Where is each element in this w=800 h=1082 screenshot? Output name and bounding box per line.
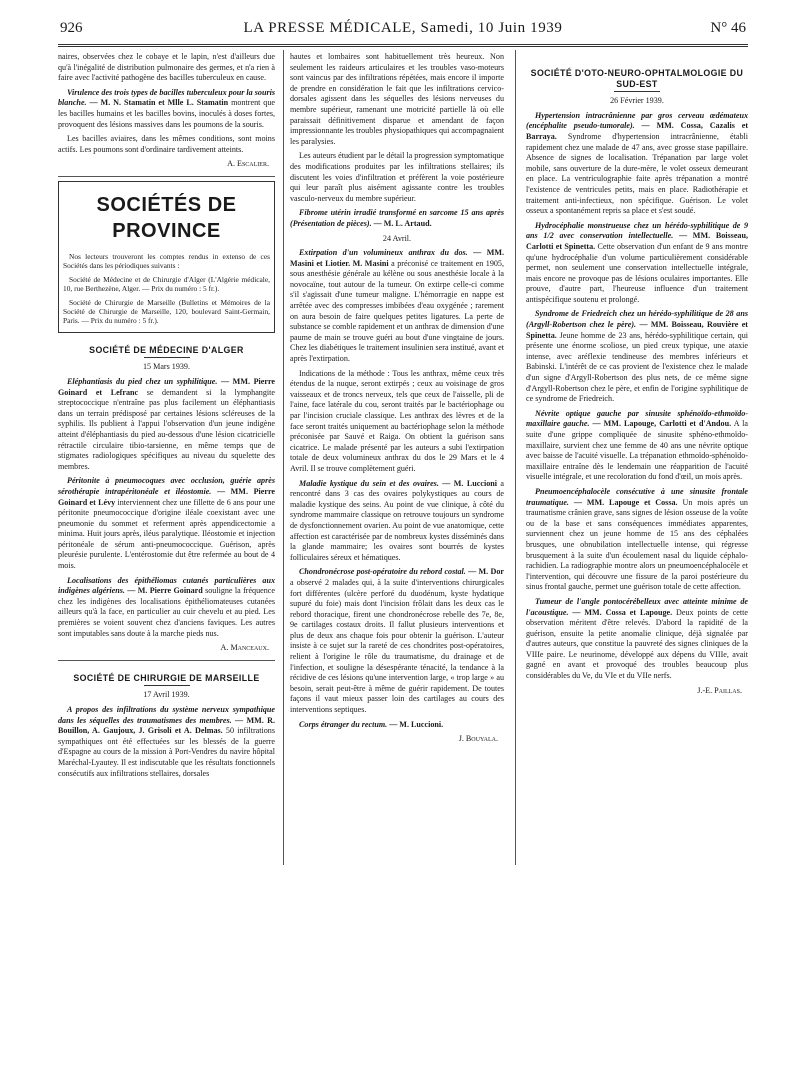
society-title: SOCIÉTÉ D'OTO-NEURO-OPHTALMOLOGIE DU SUD-EST — [530, 68, 744, 89]
article-authors: — MM. Lapouge et Cossa. — [573, 497, 678, 507]
paragraph: Les auteurs étudient par le détail la progression symptomatique des modifications produites par les infiltrations stellaires; ils discutent les voies d'infiltration et préfèrent la voie postérieure qui leur paraît plus aisément agissante contre les troubles vasculo-nerveux du membre supérieur. — [290, 151, 504, 203]
society-title: SOCIÉTÉ DE MÉDECINE D'ALGER — [89, 344, 244, 355]
article-authors: — M. Luccioni — [442, 478, 497, 488]
article-authors: — M. Pierre Goinard — [127, 586, 203, 596]
article-text: se demandent si la lymphangite streptococcique n'entraîne pas plus facilement un éléphantiasis dans un terrain prédisposé par certaines lésions scléreuses de la syphilis. Ils publient à l'appui l'observation d'un jeune indigène atteint d'éléphantiasis du pied au-dessous d'une lésion cicatricielle rétractile circulaire tibio-tarsienne, en même temps que de stigmates radiologiques spécifiques au niveau du squelette des membres. — [58, 387, 275, 471]
article-title: Pneumoencéphalocèle consécutive à une sinusite frontale traumatique. — [526, 486, 748, 507]
signature: A. Manceaux. — [220, 643, 269, 653]
article-text: interviennent chez une fillette de 6 ans pour une péritonite pneumococcique d'origine iléale coexistant avec une pneumonie du sommet et referment après appendicectomie a minima. Huit jours après, iléus paralytique. Iléostomie et injection péritonéale de sérum anti-pneumococcique. Guérison, après pleurésie purulente. L'entérostomie dut être refermée au bout de 4 mois. — [58, 497, 275, 571]
article — [58, 476, 275, 571]
article-title: A propos des infiltrations du système nerveux sympathique dans les séquelles des traumatismes des membres. — [58, 705, 275, 725]
signature: J. Bouyala. — [458, 734, 498, 744]
article — [526, 221, 748, 306]
paragraph: naires, observées chez le cobaye et le lapin, n'est d'ailleurs due qu'à l'inégalité de distribution pulmonaire des germes, et n'a rien à faire avec l'activité pathogène des bacilles tuberculeux en cause. — [58, 52, 275, 83]
article-authors: — MM. Pierre Goinard et Lefranc — [58, 376, 275, 397]
article — [58, 576, 275, 640]
article-title: Fibrome utérin irradié transformé en sarcome 15 ans après (Présentation de pièces). — [290, 208, 504, 228]
article-authors: — MM. Boisseau, Carlotti et Spinetta. — [526, 231, 748, 251]
article — [290, 208, 504, 229]
article-authors: — M. L. Artaud. — [373, 218, 432, 228]
article-text: a préconisé ce traitement en 1905, sous anesthésie générale au kélène ou sous anesthésie locale à la novocaïne, tout autour de la tumeur. On extirpe celle-ci comme s'il s'agissait d'une tumeur maligne. L'hémorragie en nappe est arrêtée avec des compresses imbibées d'eau oxygénée ; rarement on aura besoin de faire quelques petites ligatures. La perte de substance se comble rapidement et un anthrax de dimension d'une paume de main se trouve guéri au bout d'une vingtaine de jours. Chez les diabétiques le traitement insulinien sera institué, avant et après l'extirpation. — [290, 258, 504, 364]
section-rule — [144, 685, 190, 686]
article-authors: — MM. Lapouge, Carlotti et d'Andou. — [592, 419, 732, 429]
article-text: Deux points de cette observation méritent d'être relevés. D'abord la rapidité de la guérison, ensuite la petite anomalie clinique, déjà signalée par d'autres auteurs, que constitue la pauvreté des signes cliniques de la VIIIe paire. Le neurinome, développé aux dépens du VIIIe, avait gagné en avant et provoqué des troubles beaucoup plus considérables du Ve, du VIe et du VIIe nerfs. — [526, 607, 748, 681]
article-text: souligne la fréquence chez les indigènes des localisations épithéliomateuses cutanées ailleurs qu'à la face, en particulier au cuir chevelu et au pied. Les premières se voient souvent chez d'anciens faviques. Les autres sont imputables sans doute à la marche pieds nus. — [58, 586, 275, 638]
signature: J.-E. Paillas. — [697, 685, 742, 695]
article-title: Hydrocéphalie monstrueuse chez un hérédo-syphilitique de 9 ans 1/2 avec conservation intellectuelle. — [526, 220, 748, 241]
page-header — [58, 20, 748, 42]
session-date: 24 Avril. — [382, 233, 412, 243]
page-number: 926 — [60, 20, 83, 36]
article-authors: — MM. Cossa et Lapouge. — [572, 607, 673, 617]
article-title: Péritonite à pneumocoques avec occlusion, guérie après sérothérapie intrapéritonéale et iléostomie. — [58, 476, 275, 496]
article-text: A la suite d'une grippe compliquée de sinusite sphéno-ethmoïdo-maxillaire, survient chez une femme de 40 ans une névrite optique avec baisse de l'acuité visuelle. La trépanation ethmoïdo-sphénoïdo-maxillaire entraîne dès le lendemain une réapparition de l'acuité visuelle intégrale, et une recoloration du fond d'œil, un mois après. — [526, 419, 748, 482]
article-title: Syndrome de Friedreich chez un hérédo-syphilitique de 28 ans (Argyll-Robertson chez le père). — [526, 309, 748, 330]
article — [58, 705, 275, 779]
article-title: Corps étranger du rectum. — [299, 719, 388, 729]
issue-number: N° 46 — [710, 20, 746, 36]
section-rule — [58, 660, 275, 661]
provinces-box — [58, 181, 275, 333]
notes-ref: Société de Médecine et de Chirurgie d'Alger (L'Algérie médicale, 10, rue Berthezène, Alger. — Prix du numéro : 5 fr.). — [63, 274, 270, 294]
article — [290, 248, 504, 365]
header-rule — [58, 44, 748, 45]
signature: A. Escalier. — [227, 159, 269, 169]
article-text: 50 infiltrations sympathiques ont été effectuées sur les blessés de la guerre d'Espagne au cours de la mission à Port-Vendres du navire hôpital Maréchal-Lyautey. Il est indiscutable que les résultats fonctionnels consécutifs aux infiltrations stellaires, dorsales — [58, 726, 275, 778]
article — [526, 487, 748, 593]
article-title: Extirpation d'un volumineux anthrax du dos. — [299, 248, 468, 258]
article-title: Localisations des épithéliomas cutanés particulières aux indigènes algériens. — [58, 575, 275, 596]
article-text: montrent que les bacilles humains et les bacilles bovins, inoculés à doses fortes, provoquent des lésions massives dans les poumons de la souris. — [58, 98, 275, 129]
session-date: 15 Mars 1939. — [143, 362, 190, 372]
article-text: Syndrome d'hypertension intracrânienne, établi rapidement chez une malade de 47 ans, avec grosse stase papillaire. Absence de signes de localisation. Trépanation par large volet mobile, sans ouverture de la dure-mère, le volet osseux demeurant en place. La ventriculographie faite après trépanation a montré l'existence de ventricules petits, mais en place. Radiothérapie et traitement anti-infectieux, non spécifique. Guérison. Le volet osseux a spontanément repris sa place et s'est soudé. — [526, 131, 748, 216]
session-date: 17 Avril 1939. — [143, 690, 190, 700]
header-rule-double — [58, 46, 748, 47]
column-divider — [283, 50, 284, 865]
article-authors: — MM. R. Bouillon, A. Gaujoux, J. Grisoli et A. Delmas. — [58, 715, 275, 736]
article — [526, 409, 748, 483]
column-1 — [58, 52, 275, 882]
article-title: Maladie kystique du sein et des ovaires. — [299, 478, 439, 488]
article-title: Tumeur de l'angle pontocérébelleux avec atteinte minime de l'acoustique. — [526, 596, 748, 617]
article — [526, 309, 748, 404]
notes-ref: Société de Chirurgie de Marseille (Bulletins et Mémoires de la Société de Chirurgie de Marseille, 120, boulevard Saint-Germain, Paris. — Prix du numéro : 5 fr.). — [63, 297, 270, 326]
paragraph: Les bacilles aviaires, dans les mêmes conditions, sont moins actifs. Les poumons sont d'ordinaire tardivement atteints. — [58, 134, 275, 154]
paragraph: Indications de la méthode : Tous les anthrax, même ceux très étendus de la nuque, seront extirpés ; ceux au voisinage de gros vaisseaux et de troncs nerveux, tels que ceux de l'aisselle, pli de l'aine, face latérale du cou, seront traités par le bactériophage ou par l'incision cruciale classique. Les anthrax des lèvres et de la face seront traités uniquement au bactériophage selon la méthode préconisée par Sauvé et Raiga. On obtient la guérison sans cicatrice. Le malade présenté par les auteurs a subi l'extirpation totale de deux volumineux anthrax du dos le 29 Mars et le 4 Avril. Il se trouve complètement guéri. — [290, 368, 504, 473]
article-text: a observé 2 malades qui, à la suite d'interventions chirurgicales fort différentes (ulcère perforé du duodénum, kyste hydatique supuré du foie) mais dont l'incision frôlait dans les deux cas le rebord thoracique, firent une chondronécrose rebelle des 7e, 8e, 9e cartilages costaux droits. Il fallut plusieurs interventions et plus de deux ans chaque fois pour obtenir la guérison. L'auteur insiste à ce sujet sur la rareté de ces chondrites post-opératoires, relient à l'origine le rôle du traumatisme, du drainage et de l'infection, et souligne la désespérante ténacité, la tendance à la récidive de ces lésions qu'une intervention large, « trop large » au besoin, serait peut-être à même de guérir rapidement. De toutes façons il vaut mieux passer loin des cartilages au cours des interventions septiques. — [290, 577, 504, 715]
article-authors: — MM. Masini et Liotier. M. Masini — [290, 248, 504, 268]
article-authors: — M. Dor — [468, 567, 504, 577]
article-title: Chondronécrose post-opératoire du rebord costal. — [299, 567, 466, 577]
section-rule — [614, 91, 660, 92]
article-authors: — MM. Cossa, Cazalis et Barraya. — [526, 121, 748, 141]
article-authors: — MM. Pierre Goinard et Lévy — [58, 486, 275, 507]
article-authors: — M. Luccioni. — [389, 719, 444, 729]
article-text: Un mois après un traumatisme crânien grave, sans signes de lésion osseuse de la voûte ou de la base et sans conséquences immédiates apparentes, surviennent chez un jeune homme de 15 ans des céphalées brusques, une obnubilation intellectuelle intense, qui régresse brusquement à la suite d'un écoulement nasal du liquide céphalo-rachidien. La radiographie montre alors un pneumoencéphalocèle et l'intervention, qui découvre une fissure de la paroi postérieure du sinus frontal gauche, permet une guérison totale de cette affection. — [526, 497, 748, 592]
article-text: Cette observation d'un enfant de 9 ans montre qu'une hydrocéphalie d'un volume particulièrement considérable permet, non seulement une conservation intellectuelle intégrale, mais encore ne provoque pas de lésions oculaires importantes. Elle prouve, d'autre part, l'heureuse influence d'un traitement antispécifique soutenu et prolongé. — [526, 241, 748, 304]
article — [58, 88, 275, 130]
article — [526, 597, 748, 682]
column-2 — [290, 52, 504, 882]
column-3 — [526, 52, 748, 882]
article-title: Eléphantiasis du pied chez un syphilitique. — [67, 376, 218, 386]
article-authors: — M. N. Stamatin et Mlle L. Stamatin — [89, 98, 229, 108]
article-text: Jeune homme de 23 ans, hérédo-syphilitique certain, qui présente une énorme scoliose, un pied creux typique, une ataxie intense, avec aréflexie tendineuse des membres inférieurs et Babinski. L'intérêt de ce cas provient de l'existence chez le malade d'un signe d'Argyll-Robertson des plus nets, de ce même signe d'Argyll-Robertson chez le père, et enfin de l'origine syphilitique de ce syndrome de Friedreich. — [526, 330, 748, 404]
journal-title: LA PRESSE MÉDICALE, Samedi, 10 Juin 1939 — [243, 20, 563, 36]
section-rule — [144, 357, 190, 358]
article — [58, 377, 275, 472]
article — [526, 111, 748, 217]
article-title: Hypertension intracrânienne par gros cerveau œdémateux (encéphalite pseudo-tumorale). — [526, 110, 748, 131]
session-date: 26 Février 1939. — [610, 96, 664, 106]
article-text: a rencontré dans 3 cas des ovaires polykystiques au cours de maladie kystique des seins. Au point de vue clinique, à côté du syndrome mammaire classique on retrouve toujours un syndrome de dysfonctionnement ovarien. Au point de vue anatomique, cette affection est caractérisée par de nombreux kystes disséminés dans la glande mammaire; les ovaires sont bourrés de kystes folliculaires séreux et hématiques. — [290, 478, 504, 562]
society-title: SOCIÉTÉ DE CHIRURGIE DE MARSEILLE — [73, 672, 260, 683]
column-divider — [515, 50, 516, 865]
article — [290, 720, 504, 731]
article-title: Virulence des trois types de bacilles tuberculeux pour la souris blanche. — [58, 87, 275, 108]
notes-intro: Nos lecteurs trouveront les comptes rendus in extenso de ces Sociétés dans les périodiques suivants : — [63, 251, 270, 271]
article-authors: — MM. Boisseau, Rouvière et Spinetta. — [526, 320, 748, 340]
article — [290, 479, 504, 564]
paragraph: hautes et lombaires sont habituellement très heureux. Non seulement les raideurs articulaires et les troubles vaso-moteurs sont vaincus par des infiltrations répétées, mais encore il importe de prendre en considération le fait que les infiltrations cervico-dorsales agissent dans les séquelles des lésions nerveuses du membre supérieur, ramenant une motricité partielle là où elle paraissait définitivement disparue et amendant de façon impressionnante les troubles physiopathiques qui accompagnaient les paralysies. — [290, 52, 504, 146]
section-banner: SOCIÉTÉS DE PROVINCE — [96, 193, 237, 242]
section-rule — [58, 176, 275, 177]
subscription-notes — [63, 252, 270, 326]
article-title: Névrite optique gauche par sinusite sphénoïdo-ethmoïdo-maxillaire gauche. — [526, 408, 748, 429]
article — [290, 567, 504, 715]
